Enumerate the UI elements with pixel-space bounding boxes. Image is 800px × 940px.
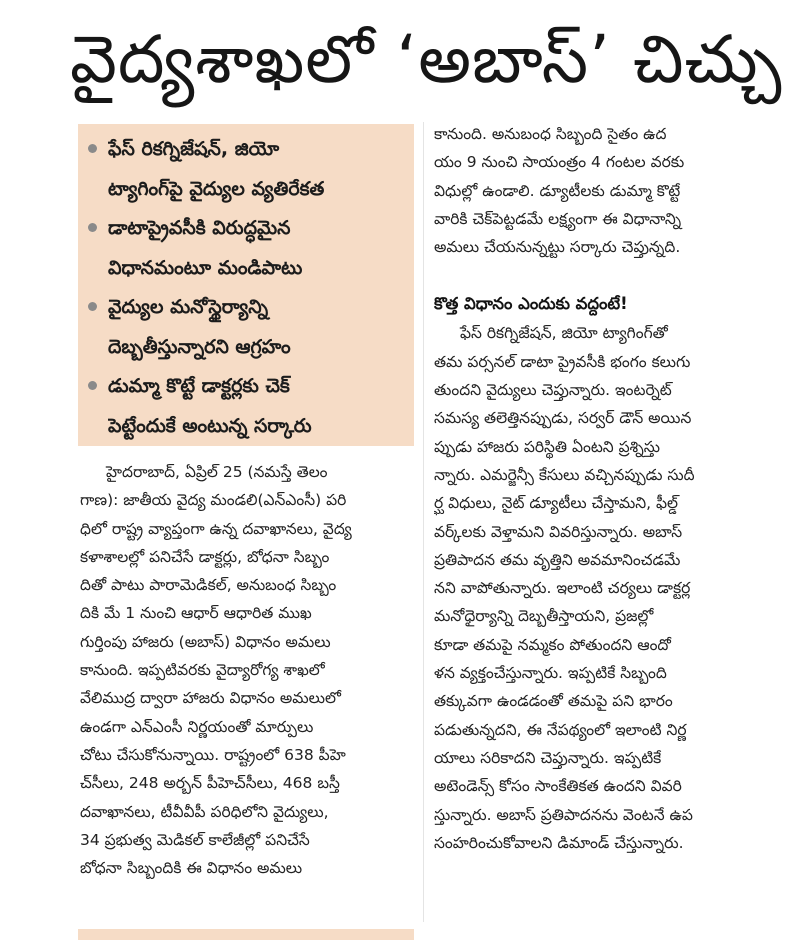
body-line: అమలు చేయనున్నట్టు సర్కారు చెప్తున్నది. [434,238,681,257]
highlight-item [88,288,406,367]
body-line: ఫేస్ రికగ్నిజేషన్, జియో ట్యాగింగ్‌తో [460,324,668,343]
body-line: సమస్య తలెత్తినప్పుడు, సర్వర్ డౌన్ అయిన [434,409,692,428]
body-line: చ్‌సీలు, 248 అర్బన్ పీహెచ్‌సీలు, 468 బస్తీ [80,774,340,793]
highlight-line: దెబ్బతీస్తున్నారని ఆగ్రహం [108,335,291,358]
body-line: ఉండగా ఎన్ఎంసీ నిర్ణయంతో మార్పులు [80,717,314,736]
body-line: న్నారు. ఎమర్జెన్సీ కేసులు వచ్చినప్పుడు సుదీ [434,465,695,484]
body-line: యాలు సరికాదని చెప్తున్నారు. ఇప్పటికే [434,748,662,767]
bullet-icon [88,223,97,232]
body-line: ప్రతిపాదన తమ వృత్తిని అవమానించడమే [434,550,681,569]
body-line: ళన వ్యక్తంచేస్తున్నారు. ఇప్పటికే సిబ్బంది [434,664,667,683]
highlight-item [88,367,406,446]
highlight-line: వైద్యుల మనోస్థైర్యాన్ని [108,296,269,318]
body-line: దికి మే 1 నుంచి ఆధార్ ఆధారిత ముఖ [80,604,312,623]
highlight-line: ఫేస్ రికగ్నిజేషన్, జియో [108,138,280,160]
body-line: కానుంది. అనుబంధ సిబ్బంది సైతం ఉద [434,125,667,143]
highlights-box [78,124,414,446]
headline: వైద్యశాఖలో ‘అబాస్’ చిచ్చు [70,21,783,98]
body-line: కూడా తమపై నమ్మకం పోతుందని ఆందో [434,635,671,654]
column-divider [423,122,424,922]
body-line: 34 ప్రభుత్వ మెడికల్ కాలేజీల్లో పనిచేసే [80,830,310,849]
body-line: దవాఖానలు, టీవీవీపీ పరిధిలోని వైద్యులు, [80,802,329,821]
highlight-line: డుమ్మా కొట్టే డాక్టర్లకు చెక్ [108,375,290,397]
body-line: యం 9 నుంచి సాయంత్రం 4 గంటల వరకు [434,153,685,172]
body-line: తుందని వైద్యులు చెప్తున్నారు. ఇంటర్నెట్ [434,381,672,400]
next-box-edge [78,929,414,940]
body-line: తమ పర్సనల్ డాటా ప్రైవసీకి భంగం కలుగు [434,352,691,371]
body-line: నని వాపోతున్నారు. ఇలాంటి చర్యలు డాక్టర్ల [434,579,691,598]
body-line: వేలిముద్ర ద్వారా హాజరు విధానం అమలులో [80,689,341,708]
highlight-line: ట్యాగింగ్‌పై వైద్యుల వ్యతిరేకత [108,177,325,200]
highlight-item [88,209,406,288]
body-line: స్తున్నారు. అబాస్ ప్రతిపాదనను వెంటనే ఉప [434,805,693,824]
body-line: గుర్తింపు హాజరు (అబాస్) విధానం అమలు [80,632,331,651]
highlight-item [88,130,406,209]
body-line: ధిలో రాష్ట్ర వ్యాప్తంగా ఉన్న దవాఖానలు, వైద్య [80,519,352,538]
body-line: అటెండెన్స్ కోసం సాంకేతికత ఉందని వివరి [434,777,682,796]
bullet-icon [88,144,97,153]
subheading: కొత్త విధానం ఎందుకు వద్దంటే! [434,294,628,314]
body-line: మనోధైర్యాన్ని దెబ్బతీస్తాయని, ప్రజల్లో [434,607,654,626]
body-line: పడుతున్నదని, ఈ నేపథ్యంలో ఇలాంటి నిర్ణ [434,720,687,739]
body-line: బోధనా సిబ్బందికి ఈ విధానం అమలు [80,859,303,878]
body-line: చోటు చేసుకోనున్నాయి. రాష్ట్రంలో 638 పీహె [80,745,346,764]
body-line: హైదరాబాద్, ఏప్రిల్ 25 (నమస్తే తెలం [106,463,328,481]
body-line: విధుల్లో ఉండాలి. డ్యూటీలకు డుమ్మా కొట్టే [434,181,681,200]
body-line: కళాశాలల్లో పనిచేసే డాక్టర్లు, బోధనా సిబ్బం [80,547,330,566]
body-line: దితో పాటు పారామెడికల్, అనుబంధ సిబ్బం [80,576,337,595]
body-line: సంహరించుకోవాలని డిమాండ్ చేస్తున్నారు. [434,833,684,852]
body-line: తక్కువగా ఉండడంతో తమపై పని భారం [434,692,673,711]
body-line: ర్ఘ విధులు, నైట్ డ్యూటీలు చేస్తామని, ఫీల్డ్ [434,494,679,513]
highlight-line: డాటాప్రైవసీకి విరుద్ధమైన [108,217,291,239]
highlights-list [78,124,414,446]
body-line: ప్పుడు హాజరు పరిస్థితి ఏంటని ప్రశ్నిస్తు [434,437,660,456]
bullet-icon [88,381,97,390]
body-line: వర్క్‌లకు వెళ్తామని వివరిస్తున్నారు. అబాస్ [434,522,683,541]
article-column-left [80,458,414,918]
body-line: వారికి చెక్‌పెట్టడమే లక్ష్యంగా ఈ విధానాన్ని [434,209,682,228]
highlight-line: పెట్టేందుకే అంటున్న సర్కారు [108,414,312,437]
bullet-icon [88,302,97,311]
highlight-line: విధానమంటూ మండిపాటు [108,256,303,279]
body-line: కానుంది. ఇప్పటివరకు వైద్యారోగ్య శాఖలో [80,661,325,680]
article-column-right [434,120,780,920]
body-line: గాణ): జాతీయ వైద్య మండలి(ఎన్ఎంసీ) పరి [80,491,347,510]
